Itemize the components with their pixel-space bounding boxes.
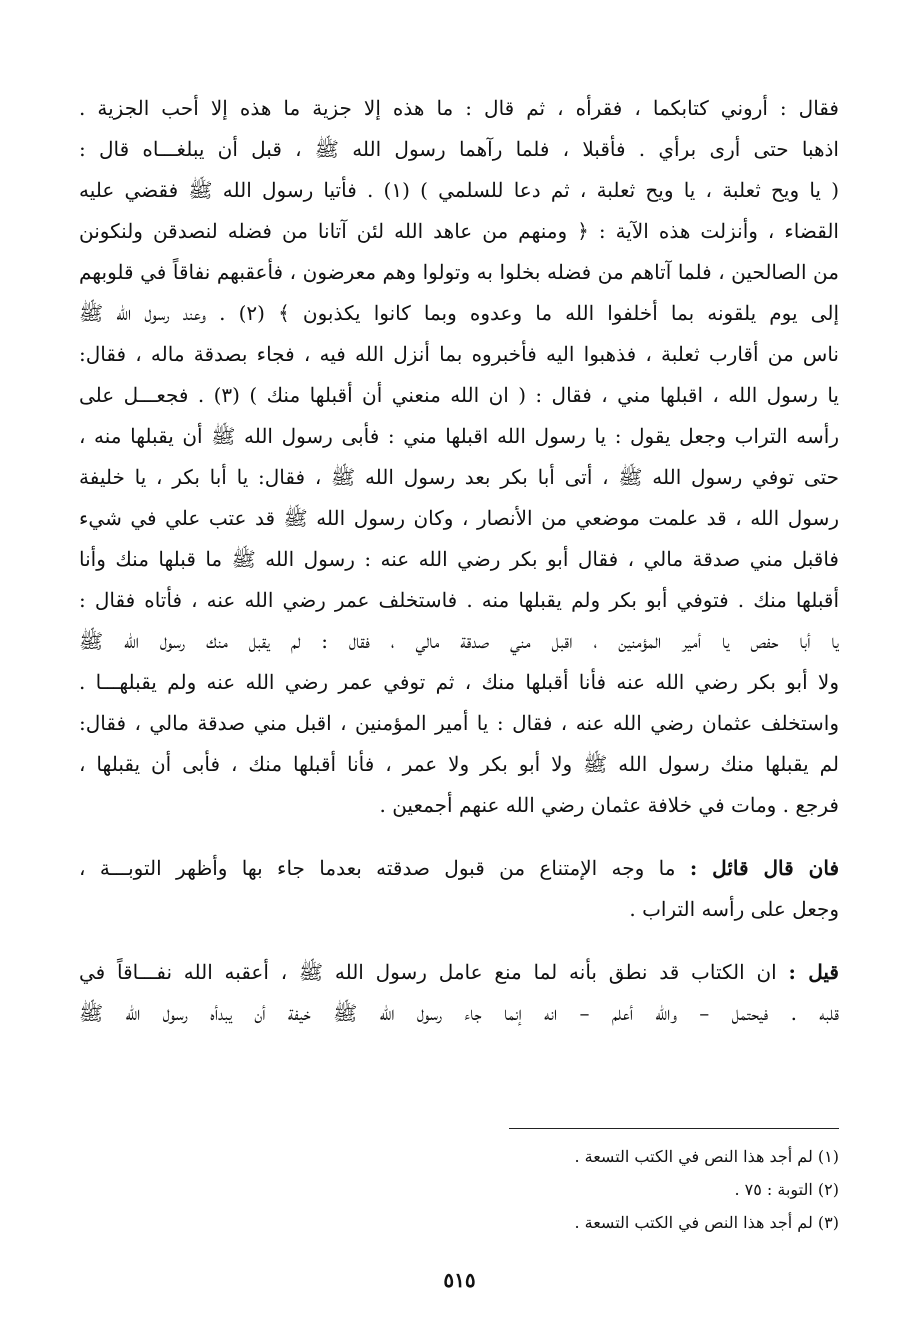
text-line: يا رسول الله ، اقبلها مني ، فقال : ( ان الله منعني أن أقبلها منك ) (٣) . فجعـــل على [79,383,839,407]
text-line: ( يا ويح ثعلبة ، يا ويح ثعلبة ، ثم دعا للسلمي ) (١) . فأتيا رسول الله ﷺ فقضي عليه [79,178,839,202]
text-line: لم يقبلها منك رسول الله ﷺ ولا أبو بكر ولا عمر ، فأنا أقبلها منك ، فأبى أن يقبلها ، [79,752,839,776]
text-line: فرجع . ومات في خلافة عثمان رضي الله عنهم أجمعين . [379,793,839,817]
footnote-3: (٣) لم أجد هذا النص في الكتب التسعة . [574,1213,839,1232]
paragraph-gap [79,826,839,848]
text-run: ان الكتاب قد نطق بأنه لما منع عامل رسول الله ﷺ ، أعقبه الله نفـــاقاً في [79,960,789,984]
text-line: اذهبا حتى أرى برأي . فأقبلا ، فلما رآهما رسول الله ﷺ ، قبل أن يبلغـــاه قال : [79,137,839,161]
text-line: رأسه التراب وجعل يقول : يا رسول الله اقبلها مني : فأبى رسول الله ﷺ أن يقبلها منه ، [79,424,839,448]
page-number: ٥١٥ [443,1268,476,1292]
text-line: أقبلها منك . فتوفي أبو بكر ولم يقبلها منه . فاستخلف عمر رضي الله عنه ، فأتاه فقال : [79,588,839,612]
text-line: حتى توفي رسول الله ﷺ ، أتى أبا بكر بعد رسول الله ﷺ ، فقال: يا أبا بكر ، يا خليفة [79,465,839,489]
text-line: القضاء ، وأنزلت هذه الآية : ﴿ ومنهم من عاهد الله لئن آتانا من فضله لنصدقن ولنكونن [79,219,839,243]
paragraph-gap [79,930,839,952]
paragraph-lead: فان قال قائل : [689,856,839,880]
footnote-1: (١) لم أجد هذا النص في الكتب التسعة . [574,1147,839,1166]
text-line: ناس من أقارب ثعلبة ، فذهبوا اليه فأخبروه بما أنزل الله فيه ، فجاء بصدقة ماله ، فقال: [79,342,839,366]
paragraph-2 [79,848,839,930]
text-line: ولا أبو بكر رضي الله عنه فأنا أقبلها منك ، ثم توفي عمر رضي الله عنه ولم يقبلهـــا . [79,670,839,694]
text-run: ما وجه الإمتناع من قبول صدقته بعدما جاء بها وأظهر التوبـــة ، [79,856,690,880]
paragraph-lead: قيل : [788,960,839,984]
text-line: فاقبل مني صدقة مالي ، فقال أبو بكر رضي الله عنه : رسول الله ﷺ ما قبلها منك وأنا [79,547,839,571]
paragraph-1 [79,88,839,826]
body-text [79,88,839,1034]
text-line: إلى يوم يلقونه بما أخلفوا الله ما وعدوه وبما كانوا يكذبون ﴾ (٢) . وعند رسول الله ﷺ [79,301,839,325]
text-line: وجعل على رأسه التراب . [629,897,839,921]
text-line [79,848,839,889]
text-line [79,952,839,993]
text-line: قلبه . فيحتمل – والله أعلم – انه إنما جاء رسول الله ﷺ خيفة أن يبدأه رسول الله ﷺ [79,1001,839,1025]
footnote-divider [509,1128,839,1129]
text-line: واستخلف عثمان رضي الله عنه ، فقال : يا أمير المؤمنين ، اقبل مني صدقة مالي ، فقال: [79,711,839,735]
text-line: رسول الله ، قد علمت موضعي من الأنصار ، وكان رسول الله ﷺ قد عتب علي في شيء [79,506,839,530]
paragraph-3 [79,952,839,1034]
text-line: يا أبا حفص يا أمير المؤمنين ، اقبل مني صدقة مالي ، فقال : لم يقبل منك رسول الله ﷺ [79,629,839,653]
text-line: من الصالحين ، فلما آتاهم من فضله بخلوا به وتولوا وهم معرضون ، فأعقبهم نفاقاً في قلوبهم [79,260,839,284]
footnote-2: (٢) التوبة : ٧٥ . [734,1180,839,1199]
footnotes [339,1140,839,1239]
text-line: فقال : أروني كتابكما ، فقرأه ، ثم قال : ما هذه إلا جزية ما هذه إلا أحب الجزية . [79,96,839,120]
